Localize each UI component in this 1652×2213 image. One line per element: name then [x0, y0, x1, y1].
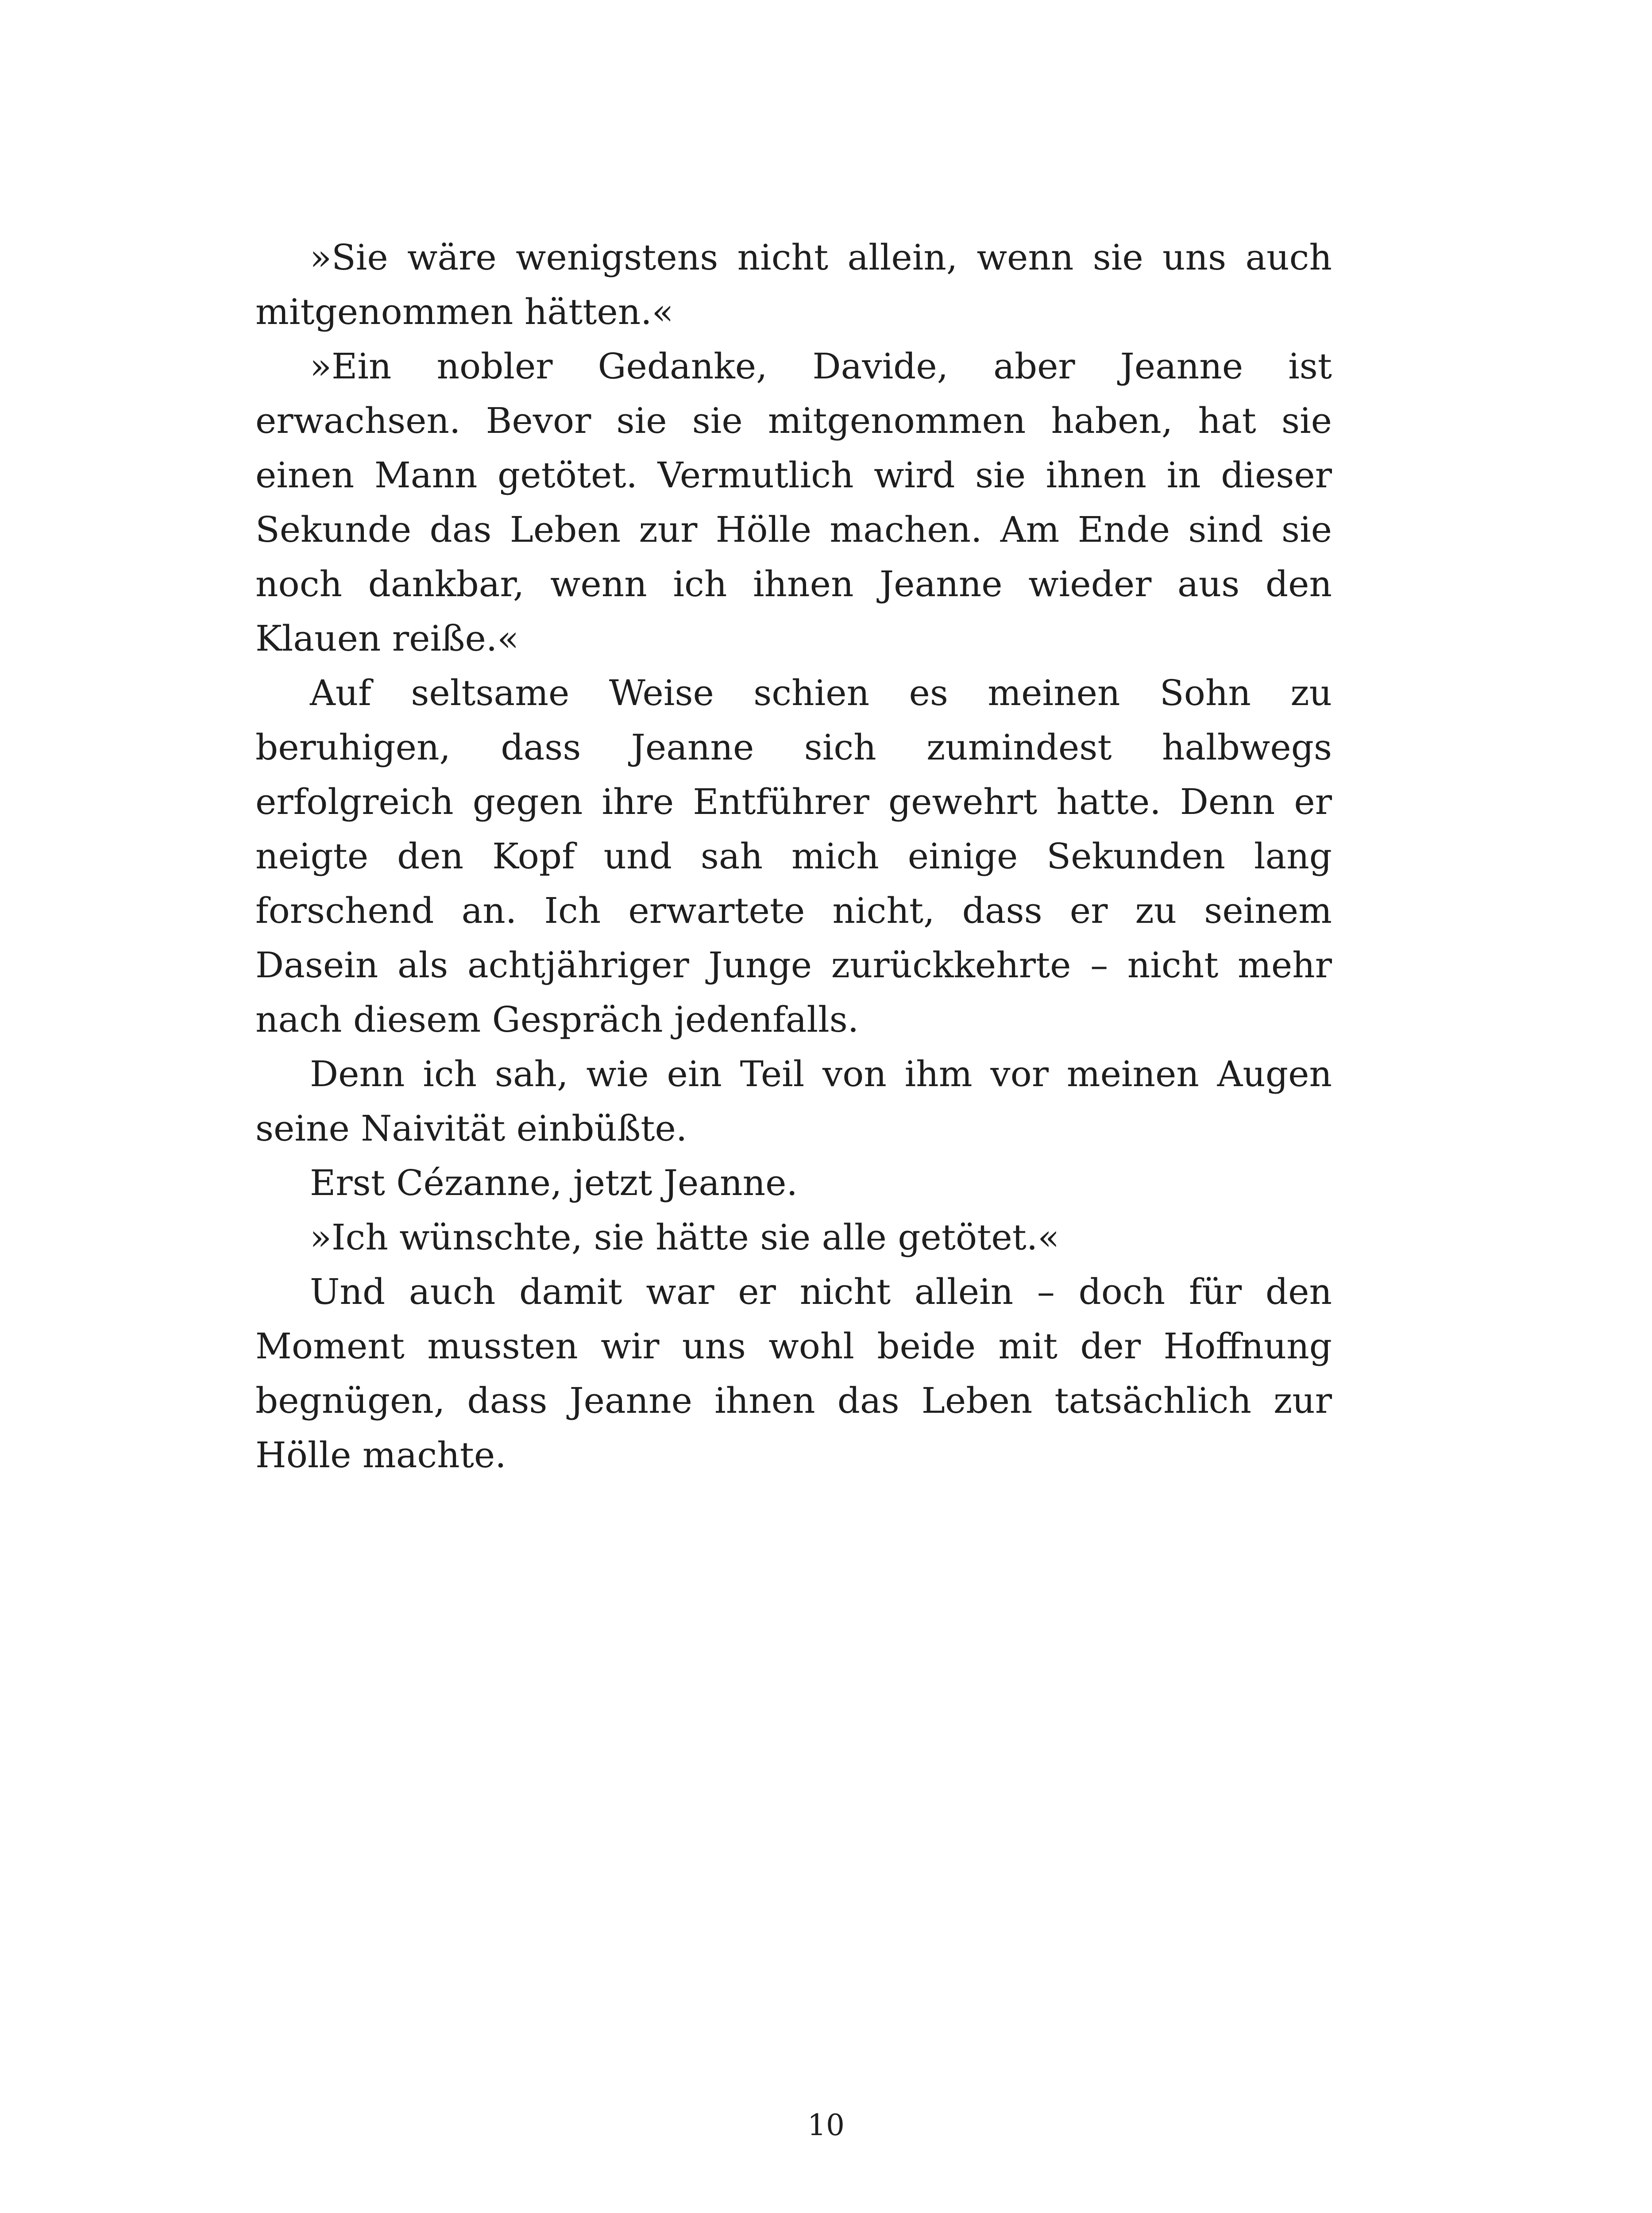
paragraph-7: Und auch damit war er nicht allein – doch für den Moment mussten wir uns wohl beide mit der Hoffnung begnügen, dass Jeanne ihnen das Leben tatsächlich zur Hölle machte.	[255, 1271, 1332, 1476]
paragraph-3: Auf seltsame Weise schien es meinen Sohn zu beruhigen, dass Jeanne sich zumindest halbwegs erfolgreich gegen ihre Entführer gewehrt hatte. Denn er neigte den Kopf und sah mich einige Sekunden lang forschend an. Ich erwartete nicht, dass er zu seinem Dasein als achtjähriger Junge zurückkehrte – nicht mehr nach diesem Gespräch jedenfalls.	[255, 672, 1332, 1040]
paragraph-2: »Ein nobler Gedanke, Davide, aber Jeanne ist erwachsen. Bevor sie sie mitgenommen haben, hat sie einen Mann getötet. Vermutlich wird sie ihnen in dieser Sekunde das Leben zur Hölle machen. Am Ende sind sie noch dankbar, wenn ich ihnen Jeanne wieder aus den Klauen reiße.«	[255, 346, 1332, 659]
paragraph-5: Erst Cézanne, jetzt Jeanne.	[310, 1162, 798, 1203]
paragraph-1: »Sie wäre wenigstens nicht allein, wenn sie uns auch mitgenommen hätten.«	[255, 237, 1332, 332]
page-number: 10	[807, 2108, 845, 2142]
body-text	[255, 230, 1332, 1482]
paragraph-4: Denn ich sah, wie ein Teil von ihm vor meinen Augen seine Naivität einbüßte.	[255, 1053, 1332, 1149]
paragraph-6: »Ich wünschte, sie hätte sie alle getötet.«	[310, 1217, 1060, 1258]
